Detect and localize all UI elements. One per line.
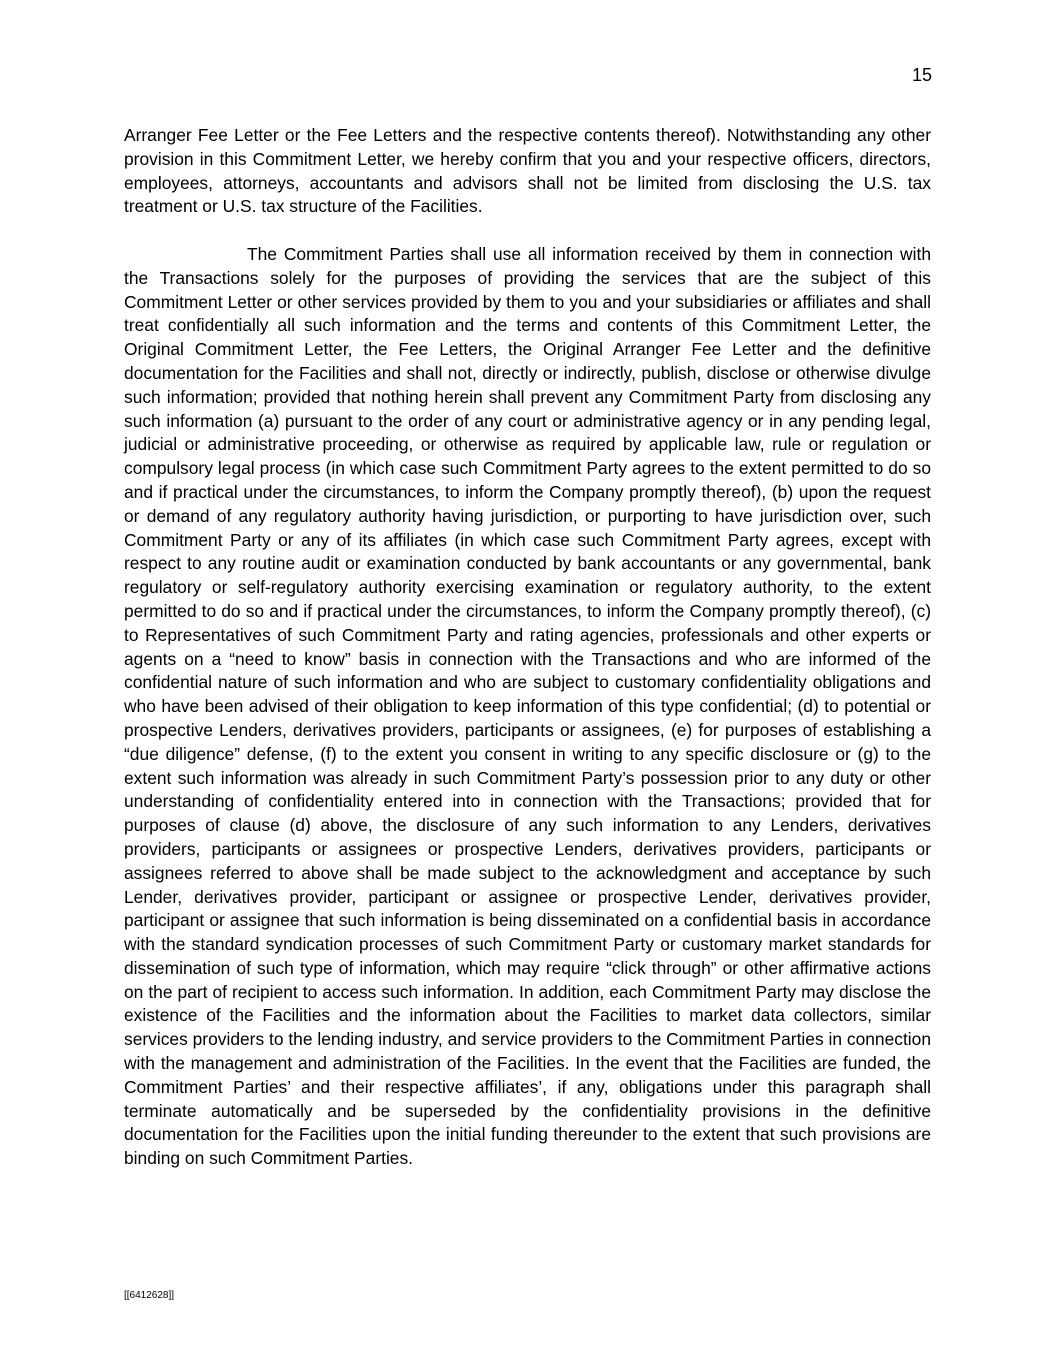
document-id-footer: [[6412628]] [124, 1290, 175, 1301]
page-number: 15 [911, 65, 932, 85]
paragraph-confidentiality: The Commitment Parties shall use all information received by them in connection with the Transactions solely for the purposes of providing the services that are the subject of this Commitment Letter or other services provided by them to you and your subsidiaries or affiliates and shall treat confidentially all such information and the terms and contents of this Commitment Letter, the Original Commitment Letter, the Fee Letters, the Original Arranger Fee Letter and the definitive documentation for the Facilities and shall not, directly or indirectly, publish, disclose or otherwise divulge such information; provided that nothing herein shall prevent any Commitment Party from disclosing any such information (a) pursuant to the order of any court or administrative agency or in any pending legal, judicial or administrative proceeding, or otherwise as required by applicable law, rule or regulation or compulsory legal process (in which case such Commitment Party agrees to the extent permitted to do so and if practical under the circumstances, to inform the Company promptly thereof), (b) upon the request or demand of any regulatory authority having jurisdiction, or purporting to have jurisdiction over, such Commitment Party or any of its affiliates (in which case such Commitment Party agrees, except with respect to any routine audit or examination conducted by bank accountants or any governmental, bank regulatory or self-regulatory authority exercising examination or regulatory authority, to the extent permitted to do so and if practical under the circumstances, to inform the Company promptly thereof), (c) to Representatives of such Commitment Party and rating agencies, professionals and other experts or agents on a “need to know” basis in connection with the Transactions and who are informed of the confidential nature of such information and who are subject to customary confidentiality obligations and who have been advised of their obligation to keep information of this type confidential; (d) to potential or prospective Lenders, derivatives providers, participants or assignees, (e) for purposes of establishing a “due diligence” defense, (f) to the extent you consent in writing to any specific disclosure or (g) to the extent such information was already in such Commitment Party’s possession prior to any duty or other understanding of confidentiality entered into in connection with the Transactions; provided that for purposes of clause (d) above, the disclosure of any such information to any Lenders, derivatives providers, participants or assignees or prospective Lenders, derivatives providers, participants or assignees referred to above shall be made subject to the acknowledgment and acceptance by such Lender, derivatives provider, participant or assignee or prospective Lender, derivatives provider, participant or assignee that such information is being disseminated on a confidential basis in accordance with the standard syndication processes of such Commitment Party or customary market standards for dissemination of such type of information, which may require “click through” or other affirmative actions on the part of recipient to access such information. In addition, each Commitment Party may disclose the existence of the Facilities and the information about the Facilities to market data collectors, similar services providers to the lending industry, and service providers to the Commitment Parties in connection with the management and administration of the Facilities. In the event that the Facilities are funded, the Commitment Parties’ and their respective affiliates’, if any, obligations under this paragraph shall terminate automatically and be superseded by the confidentiality provisions in the definitive documentation for the Facilities upon the initial funding thereunder to the extent that such provisions are binding on such Commitment Parties. [124, 243, 931, 1169]
document-body [124, 124, 931, 1171]
paragraph-tax-disclosure: Arranger Fee Letter or the Fee Letters and the respective contents thereof). Notwithstanding any other provision in this Commitment Letter, we hereby confirm that you and your respective officers, directors, employees, attorneys, accountants and advisors shall not be limited from disclosing the U.S. tax treatment or U.S. tax structure of the Facilities. [124, 125, 931, 217]
